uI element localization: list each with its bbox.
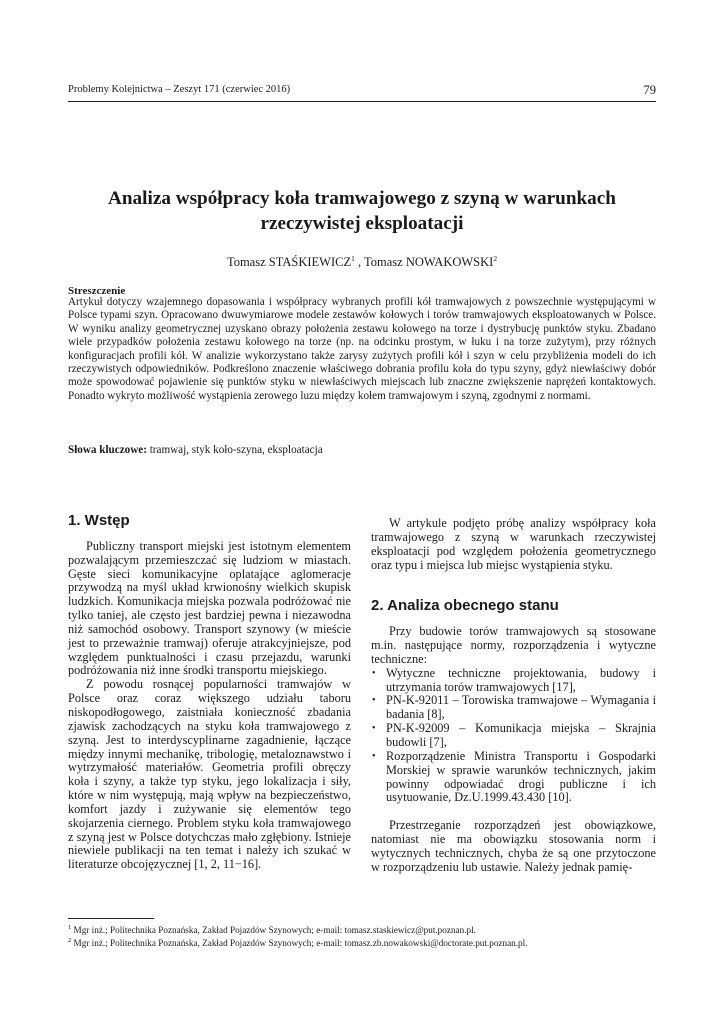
list-item: • Wytyczne techniczne projektowania, budowy i utrzymania torów tramwajowych [17], xyxy=(372,665,656,694)
footnote-number: 2 xyxy=(68,937,72,944)
footnote-text: Mgr inż.; Politechnika Poznańska, Zakład Pojazdów Szynowych; e-mail: tomasz.staskiewicz@put.poznan.pl. xyxy=(71,925,476,936)
left-column xyxy=(68,514,351,872)
footnote-rule xyxy=(68,918,154,919)
keywords-label: Słowa kluczowe: xyxy=(68,444,147,456)
section-heading: 1. Wstęp xyxy=(68,512,130,529)
header-rule xyxy=(68,101,656,102)
footnote-text: Mgr inż.; Politechnika Poznańska, Zakład Pojazdów Szynowych; e-mail: tomasz.zb.nowakowski@doctorate.put.poznan.pl. xyxy=(71,938,528,949)
footnote-ref: 1 xyxy=(351,254,355,263)
footnote-ref: 2 xyxy=(493,254,498,263)
title-line: Analiza współpracy koła tramwajowego z szyną w warunkach xyxy=(108,188,616,209)
journal-name: Problemy Kolejnictwa – Zeszyt 171 (czerwiec 2016) xyxy=(68,84,291,95)
footnote xyxy=(68,924,656,935)
page-number: 79 xyxy=(643,83,656,97)
right-column xyxy=(371,517,656,875)
authors xyxy=(68,254,656,270)
paragraph: Przy budowie torów tramwajowych są stosowane m.in. następujące normy, rozporządzenia i wytyczne techniczne: xyxy=(371,624,656,666)
list-item: • PN-K-92011 – Torowiska tramwajowe – Wymagania i badania [8], xyxy=(372,693,656,722)
paragraph: Z powodu rosnącej popularności tramwajów w Polsce oraz coraz większego udziału taboru niskopodłogowego, zaistniała konieczność zbadania zjawisk zachodzących na styku koła tramwajowego z szyną. Jest to interdyscyplinarne zagadnienie, łączące między innymi mechanikę, tribologię, metaloznawstwo i wytrzymałość materiałów. Geometria profili obręczy koła i szyny, a także typ styku, jego lokalizacja i siły, które w nim występują, mają wpływ na bezpieczeństwo, komfort jazdy i zużywanie się elementów tego skojarzenia ciernego. Problem styku koła tramwajowego z szyną jest w Polsce dotychczas mało zgłębiony. Istnieje niewiele publikacji na ten temat i należy ich szukać w literaturze obcojęzycznej [1, 2, 11−16]. xyxy=(68,677,351,872)
title-line: rzeczywistej eksploatacji xyxy=(260,213,464,234)
author-name: Tomasz STAŚKIEWICZ xyxy=(226,255,352,270)
standards-list xyxy=(371,667,656,805)
keywords-text: tramwaj, styk koło-szyna, eksploatacja xyxy=(146,444,323,456)
footnote xyxy=(68,937,656,948)
paragraph: W artykule podjęto próbę analizy współpracy koła tramwajowego z szyną w warunkach rzeczywistej eksploatacji pod względem położenia geometrycznego oraz typu i miejsca lub miejsc wystąpienia styku. xyxy=(371,516,656,572)
article-title xyxy=(68,186,656,236)
footnote-number: 1 xyxy=(68,924,72,931)
keywords xyxy=(68,444,656,456)
bullet-icon: • xyxy=(372,695,376,707)
author-name: Tomasz NOWAKOWSKI xyxy=(364,255,494,270)
author-separator: , xyxy=(354,255,364,270)
paragraph: Publiczny transport miejski jest istotnym elementem pozwalającym przemieszczać się ludziom w miastach. Gęste sieci komunikacyjne oplatające aglomeracje przywodzą na myśl układ krwionośny wielkich skupisk ludzkich. Komunikacja miejska pozwala podróżować nie tylko taniej, ale często jest bardziej pewna i niezawodna niż samochód osobowy. Transport szynowy (w mieście jest to przeważnie tramwaj) oferuje atrakcyjniejsze, pod względem punktualności i czasu przejazdu, warunki podróżowania niż inne środki transportu miejskiego. xyxy=(68,538,351,678)
paragraph: Przestrzeganie rozporządzeń jest obowiązkowe, natomiast nie ma obowiązku stosowania norm i wytycznych technicznych, chyba że są one przytoczone w rozporządzeniu lub ustawie. Należy jednak pamię- xyxy=(371,818,656,874)
list-item: • PN-K-92009 – Komunikacja miejska – Skrajnia budowli [7], xyxy=(372,721,656,749)
bullet-icon: • xyxy=(372,667,376,679)
list-item: • Rozporządzenie Ministra Transportu i Gospodarki Morskiej w sprawie warunków technicznych, jakim powinny odpowiadać drogi publiczne i ich usytuowanie, Dz.U.1999.43.430 [10]. xyxy=(372,748,656,805)
abstract-heading: Streszczenie xyxy=(68,285,126,297)
bullet-icon: • xyxy=(372,750,376,762)
bullet-icon: • xyxy=(372,723,376,735)
section-heading: 2. Analiza obecnego stanu xyxy=(371,597,559,615)
abstract-text: Artykuł dotyczy wzajemnego dopasowania i współpracy wybranych profili kół tramwajowych z powszechnie występującymi w Polsce typami szyn. Opracowano dwuwymiarowe modele zestawów kołowych i torów tramwajowych eksploatowanych w Polsce. W wyniku analizy geometrycznej uzyskano obrazy położenia zestawu kołowego na torze i dystrybucję punktów styku. Zbadano wiele przypadków położenia zestawu kołowego na torze (np. na odcinku prostym, w łuku i na torze zużytym), przy różnych konfiguracjach profili kół. W analizie wykorzystano także zarysy zużytych profili kół i szyn w celu przybliżenia modeli do ich rzeczywistych odpowiedników. Podkreślono znaczenie właściwego dobrania profilu koła do typu szyny, gdyż niewłaściwy dobór może spowodować pojawienie się punktów styku w niewłaściwych miejscach lub znaczne zwiększenie naprężeń kontaktowych. Ponadto wykryto możliwość wystąpienia zerowego luzu między kołem tramwajowym i szyną, zgodnymi z normami. xyxy=(68,296,656,402)
